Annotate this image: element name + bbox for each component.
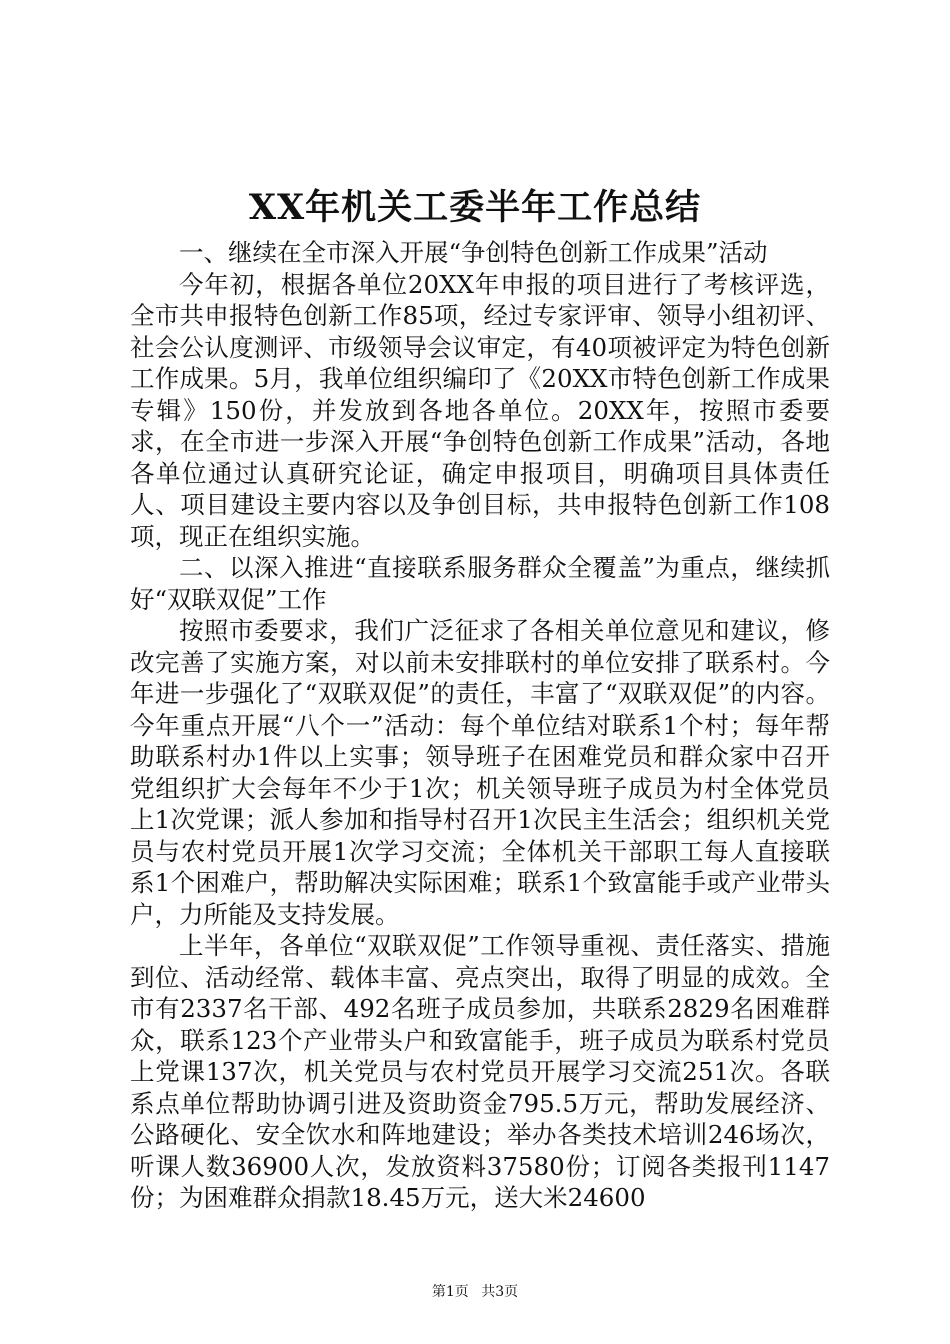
document-title: XX年机关工委半年工作总结 xyxy=(248,187,702,228)
section-heading-1: 一、继续在全市深入开展“争创特色创新工作成果”活动 xyxy=(179,238,768,267)
body-paragraph: 今年初，根据各单位20XX年申报的项目进行了考核评选，全市共申报特色创新工作85项，经过专家评审、领导小组初评、社会公认度测评、市级领导会议审定，有40项被评定为特色创新工作成果。5月，我单位组织编印了《20XX市特色创新工作成果专辑》150份，并发放到各地各单位。20XX年，按照市委要求，在全市进一步深入开展“争创特色创新工作成果”活动，各地各单位通过认真研究论证，确定申报项目，明确项目具体责任人、项目建设主要内容以及争创目标，共申报特色创新工作108项，现正在组织实施。 xyxy=(130,269,830,551)
page-footer xyxy=(0,1282,950,1302)
body-paragraph: 按照市委要求，我们广泛征求了各相关单位意见和建议，修改完善了实施方案，对以前未安排联村的单位安排了联系村。今年进一步强化了“双联双促”的责任，丰富了“双联双促”的内容。今年重点开展“八个一”活动：每个单位结对联系1个村；每年帮助联系村办1件以上实事；领导班子在困难党员和群众家中召开党组织扩大会每年不少于1次；机关领导班子成员为村全体党员上1次党课；派人参加和指导村召开1次民主生活会；组织机关党员与农村党员开展1次学习交流；全体机关干部职工每人直接联系1个困难户，帮助解决实际困难；联系1个致富能手或产业带头户，力所能及支持发展。 xyxy=(130,616,830,929)
section-heading-2: 二、以深入推进“直接联系服务群众全覆盖”为重点，继续抓好“双联双促”工作 xyxy=(130,553,830,614)
body-paragraph: 上半年，各单位“双联双促”工作领导重视、责任落实、措施到位、活动经常、载体丰富、亮点突出，取得了明显的成效。全市有2337名干部、492名班子成员参加，共联系2829名困难群众，联系123个产业带头户和致富能手，班子成员为联系村党员上党课137次，机关党员与农村党员开展学习交流251次。各联系点单位帮助协调引进及资助资金795.5万元，帮助发展经济、公路硬化、安全饮水和阵地建设；举办各类技术培训246场次，听课人数36900人次，发放资料37580份；订阅各类报刊1147份；为困难群众捐款18.45万元，送大米24600 xyxy=(130,931,830,1212)
page-number: 第1页 xyxy=(431,1284,469,1300)
document-body xyxy=(130,237,830,1214)
page-total: 共3页 xyxy=(481,1284,519,1300)
